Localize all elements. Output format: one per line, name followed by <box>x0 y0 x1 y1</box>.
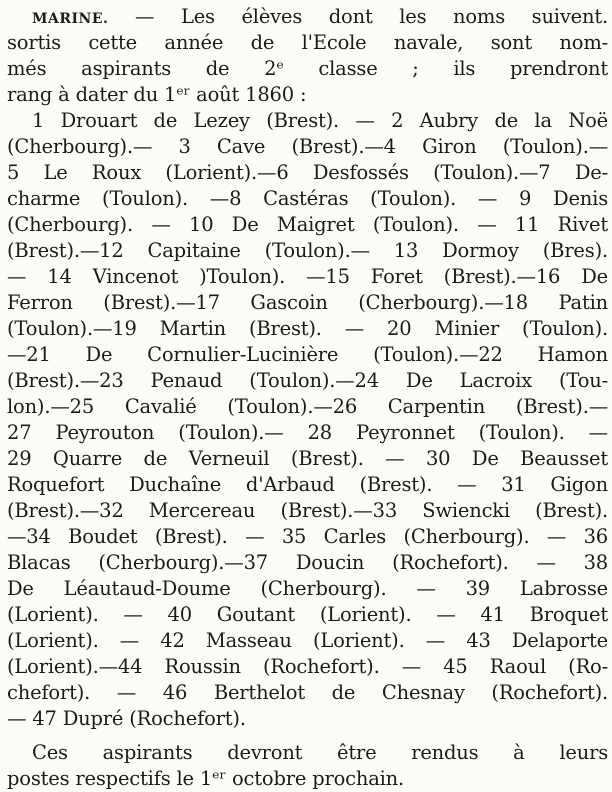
article-line: — Les élèves dont les noms suivent. <box>108 5 608 28</box>
article-line: (Brest).—12 Capitaine (Toulon).— 13 Dormoy (Bres). <box>7 239 608 262</box>
article-line: (Brest).—32 Mercereau (Brest).—33 Swiencki (Brest). <box>7 499 608 522</box>
article-line: més aspirants de 2ᵉ classe ; ils prendront <box>7 57 608 80</box>
article-line: 1 Drouart de Lezey (Brest). — 2 Aubry de la Noë <box>32 109 608 132</box>
article-heading: MARINE. <box>32 11 109 27</box>
article-line: Blacas (Cherbourg).—37 Doucin (Rochefort). — 38 <box>7 551 608 574</box>
article-line: (Brest).—23 Penaud (Toulon).—24 De Lacroix (Tou- <box>7 369 608 392</box>
article-line: 5 Le Roux (Lorient).—6 Desfossés (Toulon).—7 De- <box>7 161 608 184</box>
article-line: sortis cette année de l'Ecole navale, sont nom- <box>7 31 608 54</box>
article-heading-line <box>7 4 608 30</box>
article-line: charme (Toulon). —8 Castéras (Toulon). — 9 Denis <box>7 187 608 210</box>
article-line: —34 Boudet (Brest). — 35 Carles (Cherbourg). — 36 <box>7 525 608 548</box>
article-line: (Lorient). — 42 Masseau (Lorient). — 43 Delaporte <box>7 629 608 652</box>
article-line: (Toulon).—19 Martin (Brest). — 20 Minier (Toulon). <box>7 317 608 340</box>
article-line: lon).—25 Cavalié (Toulon).—26 Carpentin (Brest).— <box>7 395 608 418</box>
article-line: (Cherbourg). — 10 De Maigret (Toulon). — 11 Rivet <box>7 213 608 236</box>
article-line: chefort). — 46 Berthelot de Chesnay (Rochefort). <box>7 681 608 704</box>
article-line: Ces aspirants devront être rendus à leurs <box>32 741 608 764</box>
article-line: rang à dater du 1ᵉʳ août 1860 : <box>7 83 307 106</box>
article-line: Ferron (Brest).—17 Gascoin (Cherbourg).—18 Patin <box>7 291 608 314</box>
article-line: postes respectifs le 1ᵉʳ octobre prochain. <box>7 767 405 790</box>
article-line: (Cherbourg).— 3 Cave (Brest).—4 Giron (Toulon).— <box>7 135 608 158</box>
article-line: — 14 Vincenot )Toulon). —15 Foret (Brest).—16 De <box>7 265 608 288</box>
article-line: Roquefort Duchaîne d'Arbaud (Brest). — 31 Gigon <box>7 473 608 496</box>
article-line: (Lorient).—44 Roussin (Rochefort). — 45 Raoul (Ro- <box>7 655 608 678</box>
article-line: 29 Quarre de Verneuil (Brest). — 30 De Beausset <box>7 447 608 470</box>
article-line: — 47 Dupré (Rochefort). <box>7 707 246 730</box>
article-line: —21 De Cornulier-Lucinière (Toulon).—22 Hamon <box>7 343 608 366</box>
article-line: De Léautaud-Doume (Cherbourg). — 39 Labrosse <box>7 577 608 600</box>
article-line: 27 Peyrouton (Toulon).— 28 Peyronnet (Toulon). — <box>7 421 608 444</box>
article-line: (Lorient). — 40 Goutant (Lorient). — 41 Broquet <box>7 603 608 626</box>
